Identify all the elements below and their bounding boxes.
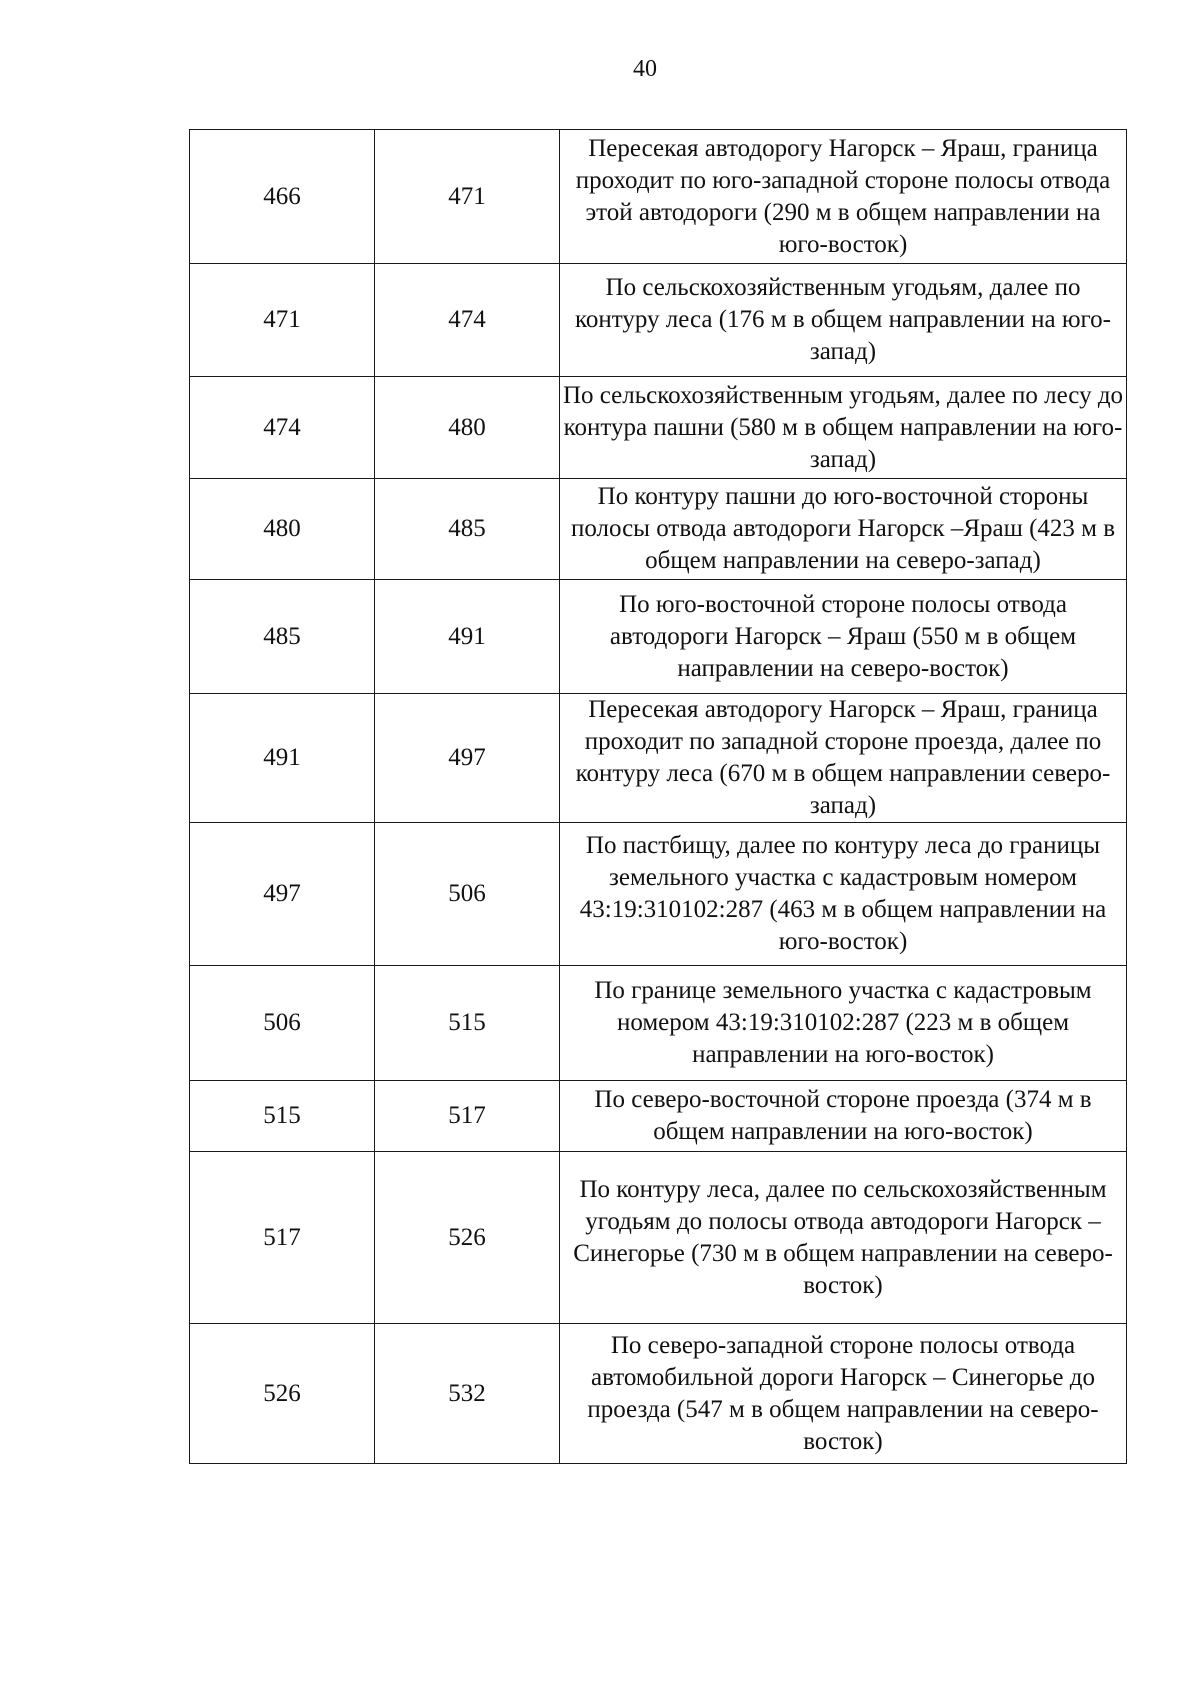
point-from-cell: 526 — [190, 1324, 375, 1464]
point-to-cell: 491 — [375, 580, 560, 694]
point-to-cell: 532 — [375, 1324, 560, 1464]
point-from-cell: 480 — [190, 479, 375, 580]
table-row — [190, 823, 1127, 966]
point-to-cell: 474 — [375, 264, 560, 377]
description-cell: По контуру пашни до юго-восточной стороны полосы отвода автодороги Нагорск –Яраш (423 м в общем направлении на северо-запад) — [560, 479, 1127, 580]
point-to-cell: 485 — [375, 479, 560, 580]
point-to-cell: 480 — [375, 377, 560, 479]
point-to-cell: 471 — [375, 130, 560, 264]
description-cell: По сельскохозяйственным угодьям, далее по лесу до контура пашни (580 м в общем направлении на юго-запад) — [560, 377, 1127, 479]
description-cell: Пересекая автодорогу Нагорск – Яраш, граница проходит по западной стороне проезда, далее по контуру леса (670 м в общем направлении северо-запад) — [560, 694, 1127, 823]
table-row — [190, 377, 1127, 479]
description-cell: По северо-восточной стороне проезда (374 м в общем направлении на юго-восток) — [560, 1081, 1127, 1152]
point-from-cell: 466 — [190, 130, 375, 264]
table-row — [190, 1081, 1127, 1152]
table-row — [190, 1324, 1127, 1464]
table-row — [190, 966, 1127, 1081]
point-to-cell: 517 — [375, 1081, 560, 1152]
description-cell: По контуру леса, далее по сельскохозяйственным угодьям до полосы отвода автодороги Нагорск – Синегорье (730 м в общем направлении на северо-восток) — [560, 1152, 1127, 1324]
point-from-cell: 471 — [190, 264, 375, 377]
point-to-cell: 526 — [375, 1152, 560, 1324]
point-to-cell: 497 — [375, 694, 560, 823]
point-from-cell: 515 — [190, 1081, 375, 1152]
point-to-cell: 506 — [375, 823, 560, 966]
table-row — [190, 130, 1127, 264]
description-cell: По сельскохозяйственным угодьям, далее по контуру леса (176 м в общем направлении на юго-запад) — [560, 264, 1127, 377]
description-cell: Пересекая автодорогу Нагорск – Яраш, граница проходит по юго-западной стороне полосы отвода этой автодороги (290 м в общем направлении на юго-восток) — [560, 130, 1127, 264]
point-to-cell: 515 — [375, 966, 560, 1081]
point-from-cell: 497 — [190, 823, 375, 966]
page-number: 40 — [633, 56, 657, 82]
table-row — [190, 264, 1127, 377]
description-cell: По северо-западной стороне полосы отвода автомобильной дороги Нагорск – Синегорье до проезда (547 м в общем направлении на северо-восток) — [560, 1324, 1127, 1464]
description-cell: По юго-восточной стороне полосы отвода автодороги Нагорск – Яраш (550 м в общем направлении на северо-восток) — [560, 580, 1127, 694]
point-from-cell: 485 — [190, 580, 375, 694]
description-cell: По границе земельного участка с кадастровым номером 43:19:310102:287 (223 м в общем направлении на юго-восток) — [560, 966, 1127, 1081]
point-from-cell: 517 — [190, 1152, 375, 1324]
point-from-cell: 474 — [190, 377, 375, 479]
table-row — [190, 1152, 1127, 1324]
table-row — [190, 479, 1127, 580]
description-cell: По пастбищу, далее по контуру леса до границы земельного участка с кадастровым номером 43:19:310102:287 (463 м в общем направлении на юго-восток) — [560, 823, 1127, 966]
point-from-cell: 491 — [190, 694, 375, 823]
point-from-cell: 506 — [190, 966, 375, 1081]
table-row — [190, 580, 1127, 694]
boundary-table — [189, 129, 1127, 1464]
table-row — [190, 694, 1127, 823]
